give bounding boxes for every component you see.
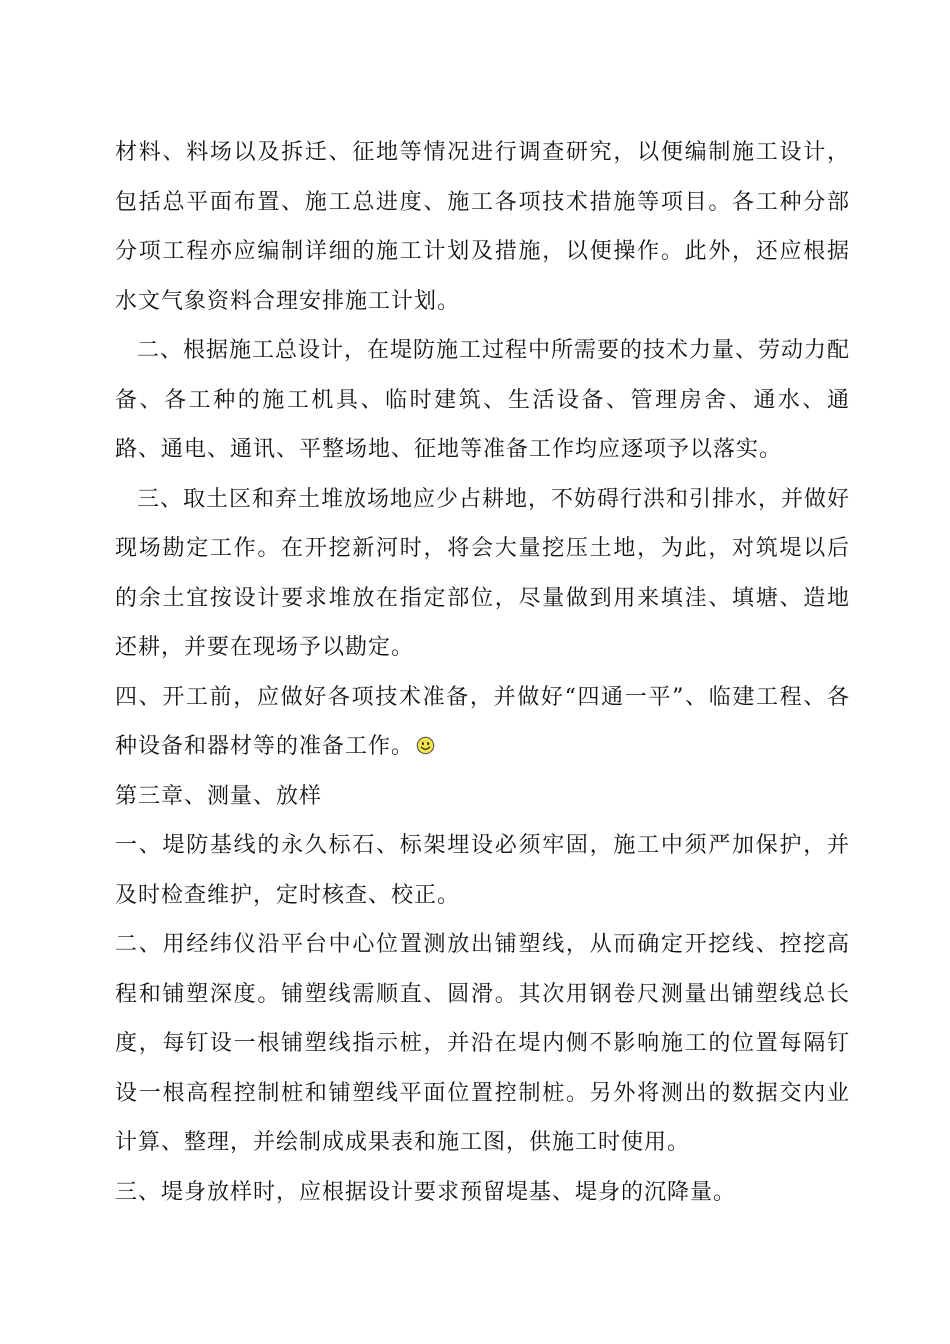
paragraph-item-four-pre-construction — [115, 673, 850, 772]
paragraph-survey-item-one: 一、堤防基线的永久标石、标架埋设必须牢固，施工中须严加保护，并及时检查维护，定时核查、校正。 — [115, 833, 850, 908]
paragraph-item-four-text: 四、开工前，应做好各项技术准备，并做好“四通一平”、临建工程、各种设备和器材等的准备工作。 — [115, 684, 850, 759]
chapter-three-heading: 第三章、测量、放样 — [115, 783, 323, 809]
paragraph-survey-preparation: 材料、料场以及拆迁、征地等情况进行调查研究，以便编制施工设计，包括总平面布置、施工总进度、施工各项技术措施等项目。各工种分部分项工程亦应编制详细的施工计划及措施，以便操作。此外，还应根据水文气象资料合理安排施工计划。 — [115, 140, 850, 314]
paragraph-item-three-soil-disposal: 三、取土区和弃土堆放场地应少占耕地，不妨碍行洪和引排水，并做好现场勘定工作。在开挖新河时，将会大量挖压土地，为此，对筑堤以后的余土宜按设计要求堆放在指定部位，尽量做到用来填洼、填塘、造地还耕，并要在现场予以勘定。 — [115, 486, 851, 660]
document-body — [115, 128, 850, 1217]
paragraph-survey-item-three: 三、堤身放样时，应根据设计要求预留堤基、堤身的沉降量。 — [115, 1179, 737, 1205]
smiley-face-icon — [416, 736, 435, 755]
paragraph-item-two-resources: 二、根据施工总设计，在堤防施工过程中所需要的技术力量、劳动力配备、各工种的施工机具、临时建筑、生活设备、管理房舍、通水、通路、通电、通讯、平整场地、征地等准备工作均应逐项予以落实。 — [115, 338, 851, 462]
paragraph-survey-item-two: 二、用经纬仪沿平台中心位置测放出铺塑线，从而确定开挖线、控挖高程和铺塑深度。铺塑线需顺直、圆滑。其次用钢卷尺测量出铺塑线总长度，每钉设一根铺塑线指示桩，并沿在堤内侧不影响施工的位置每隔钉设一根高程控制桩和铺塑线平面位置控制桩。另外将测出的数据交内业计算、整理，并绘制成成果表和施工图，供施工时使用。 — [115, 932, 850, 1155]
